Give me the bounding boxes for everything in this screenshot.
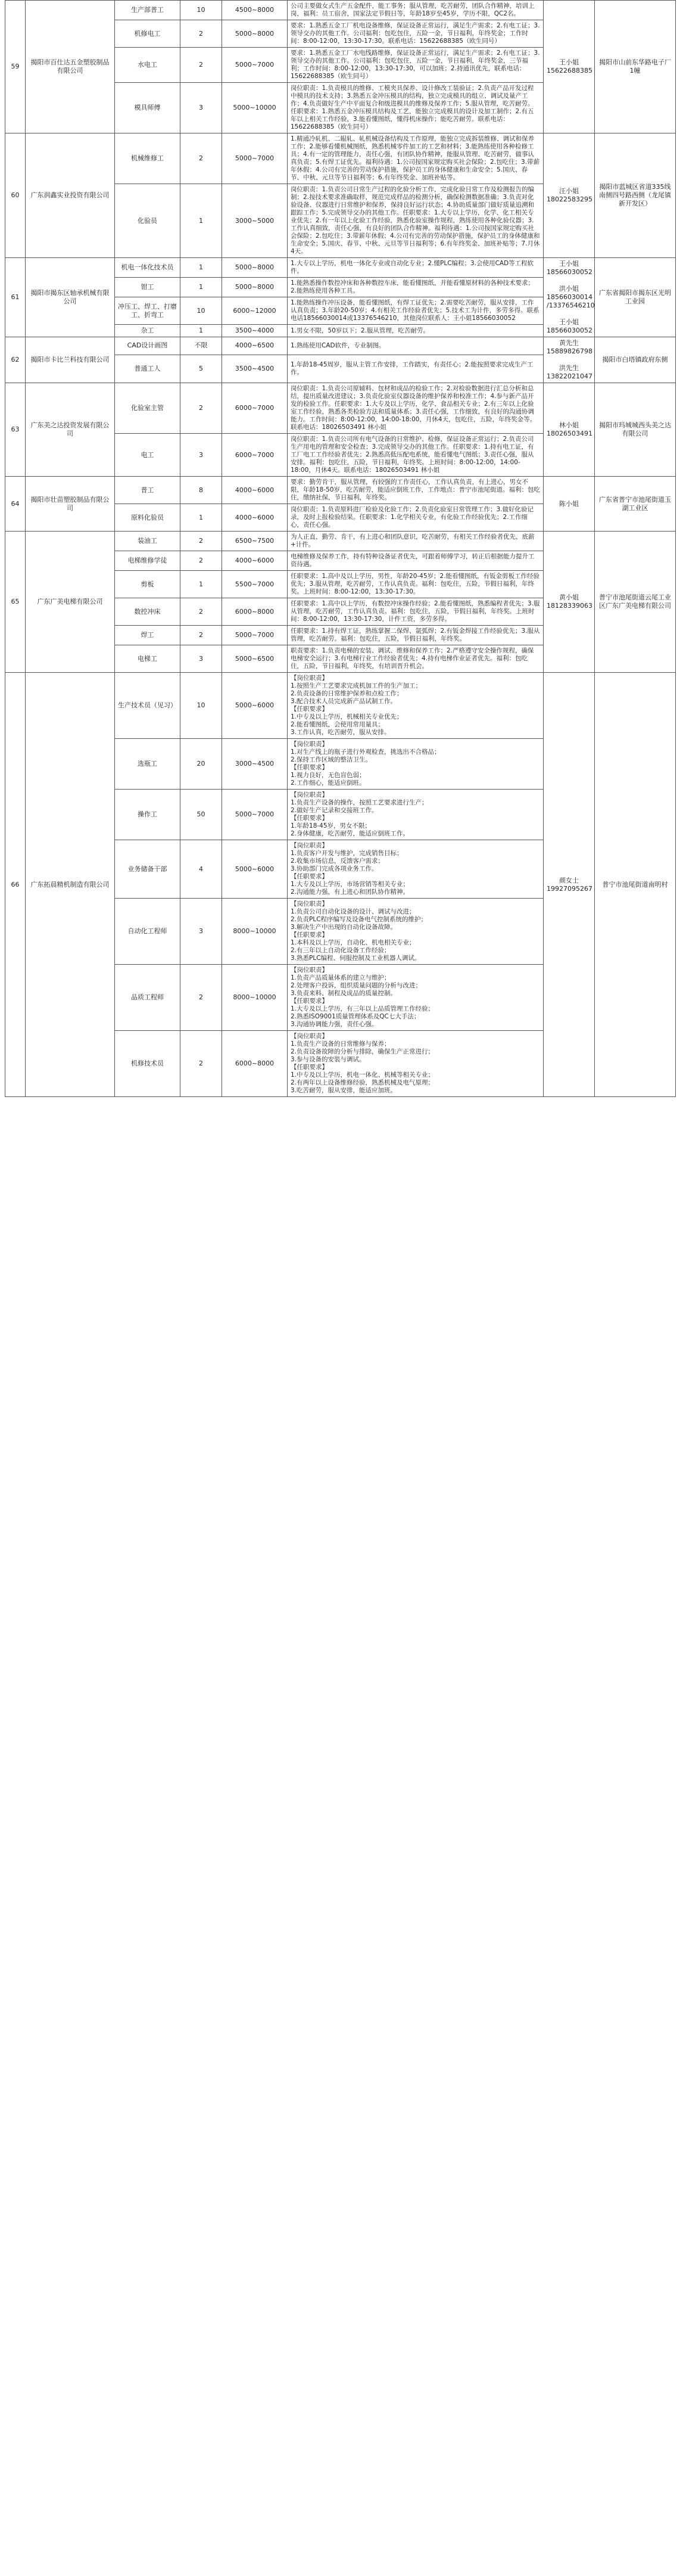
job-duty: 岗位职责：1.负责公司日常生产过程的化验分析工作，完成化验日常工作及检测报告的编制；2.按技术要求准确取样，规范完成样品的检测分析，确保检测数据准确；3.负责对化验设备、仪器进行日常维护和保养，保持良好运行状态；4.协助质量部门做好质量追溯和跟踪工作；5.完成领导交办的其他工作。任职要求：1.大专以上学历，化学、化工相关专业优先；2.有一年以上化验工作经验，熟悉化验室操作规程，熟练使用各种化验仪器；3.工作认真细致，责任心强，有良好的团队合作精神。福利待遇：1.公司按国家规定购买社会保险；2.包吃住；3.带薪年休假；4.公司有完善的劳动保护措施，保护员工的身体健康和生命安全；5.国庆、春节、中秋、元旦等节日福利等；6.有年终奖金、加班补贴等；7.月休4天。 (288, 184, 544, 258)
contact-info: 王小姐 18566030052 洪小姐 18566030014 /13376546210 王小姐 18566030052 (544, 258, 595, 337)
table-row (5, 477, 676, 504)
contact-info: 黄先生 15889826798 洪先生 13822021047 (544, 337, 595, 383)
job-title: 机修电工 (115, 20, 180, 48)
job-duty: 岗位职责：1.负责公司原辅料、包材和成品的检验工作；2.对检验数据进行汇总分析和总结，提出质量改进建议；3.负责化验室仪器设备的维护保养和校准工作；4.参与新产品开发的检验工作。任职要求：1.大专及以上学历，化学、食品相关专业；2.有三年以上化验室工作经验，熟悉各类检验方法和质量体系；3.责任心强，工作细致，有良好的沟通协调能力。工作时间：8:00-12:00，14:00-18:00，月休4天，包吃住，五险，年终奖金等。联系电话：18026503491 林小姐 (288, 383, 544, 434)
job-count: 2 (180, 1031, 222, 1097)
job-salary: 4000~6500 (222, 337, 288, 355)
job-duty: 电梯维修及保养工作，持有特种设备证者优先，可跟着师傅学习，转正后根据能力提升工资待遇。 (288, 551, 544, 571)
job-duty: 【岗位职责】 1.负责生产设备的操作，按照工艺要求进行生产； 2.做好生产记录和交接班工作。 【任职要求】 1.年龄18-45岁，男女不限； 2.身体健康，吃苦耐劳，能适应倒班工作。 (288, 790, 544, 840)
job-duty: 【岗位职责】 1.按照生产工艺要求完成机加工件的生产加工； 2.负责设备的日常维护保养和点检工作； 3.配合技术人员完成新产品试制工作。 【任职要求】 1.中专及以上学历，机械相关专业优先； 2.能看懂图纸，会使用常用量具； 3.工作认真，吃苦耐劳，服从安排。 (288, 673, 544, 739)
job-count: 1 (180, 571, 222, 598)
job-count: 3 (180, 434, 222, 477)
job-count: 2 (180, 532, 222, 551)
job-salary: 5500~7000 (222, 571, 288, 598)
job-count: 4 (180, 840, 222, 899)
job-salary: 5000~8000 (222, 20, 288, 48)
job-title: 生产技术员（见习） (115, 673, 180, 739)
job-title: 化验室主管 (115, 383, 180, 434)
job-duty: 1.能熟悉操作数控冲床和各种数控车床，能看懂图纸，并能看懂原材料的各种技术要求；2.能熟练使用各种工具。 (288, 278, 544, 297)
job-title: 机械维修工 (115, 133, 180, 184)
job-salary: 5000~8000 (222, 258, 288, 278)
job-title: 普通工人 (115, 355, 180, 383)
job-title: 焊工 (115, 626, 180, 645)
job-salary: 4500~8000 (222, 1, 288, 20)
job-salary: 4000~6000 (222, 477, 288, 504)
job-title: 业务储备干部 (115, 840, 180, 899)
company-name: 揭阳市壮苗塑胶制品有限公司 (26, 477, 115, 532)
table-row (5, 133, 676, 184)
company-address: 揭阳市白塔镇政府东侧 (595, 337, 676, 383)
table-row (5, 337, 676, 355)
job-count: 1 (180, 278, 222, 297)
job-listing-sheet (5, 0, 675, 1097)
job-title: 品质工程师 (115, 965, 180, 1031)
job-duty: 任职要求：1.持有焊工证，熟练掌握二保焊、氩弧焊；2.有钣金焊接工作经验优先；3.服从管理，吃苦耐劳。福利：包吃住，五险，节假日福利，年终奖。 (288, 626, 544, 645)
company-name: 揭阳市揭东区轴承机械有限公司 (26, 258, 115, 337)
job-salary: 6000~8000 (222, 598, 288, 626)
row-number: 61 (5, 258, 26, 337)
table-row (5, 532, 676, 551)
contact-info: 黄小姐 18128339063 (544, 532, 595, 673)
job-salary: 6500~7500 (222, 532, 288, 551)
job-count: 2 (180, 20, 222, 48)
job-count: 2 (180, 965, 222, 1031)
company-address: 普宁市池尾街道南明村 (595, 673, 676, 1097)
job-duty: 岗位职责：1.负责公司所有电气设备的日常维护、检修，保证设备正常运行；2.负责公司生产用电的管理和安全检查；3.完成领导交办的其他工作。任职要求：1.持有电工证，有工厂电工工作经验者优先；2.熟悉高低压配电系统，能看懂电气图纸；3.责任心强，服从安排。福利：包吃住，五险，节日福利，年终奖。上班时间：8:00-12:00，14:00-18:00，月休4天。联系电话：18026503491 林小姐 (288, 434, 544, 477)
job-count: 5 (180, 355, 222, 383)
job-duty: 【岗位职责】 1.对生产线上的瓶子进行外观检查，挑选出不合格品； 2.保持工作区域的整洁卫生。 【任职要求】 1.视力良好，无色盲色弱； 2.工作细心，能适应倒班。 (288, 739, 544, 790)
job-count: 3 (180, 83, 222, 133)
job-duty: 【岗位职责】 1.负责公司自动化设备的设计、调试与改进； 2.负责PLC程序编写及设备电气控制系统的维护； 3.解决生产中出现的自动化设备故障。 【任职要求】 1.本科及以上学历，自动化、机电相关专业； 2.有三年以上自动化设备工作经验； 3.熟悉PLC编程、伺服控制及工业机器人调试。 (288, 899, 544, 965)
company-address: 普宁市池尾街道云尾工业区广东广美电梯有限公司 (595, 532, 676, 673)
job-count: 10 (180, 673, 222, 739)
job-title: 数控冲床 (115, 598, 180, 626)
job-duty: 职责要求：1.负责电梯的安装、调试、维修和保养工作；2.严格遵守安全操作规程，确保电梯安全运行；3.有电梯行业工作经验者优先；4.持有电梯作业证者优先。福利：包吃住，五险，节日福利，年终奖，有培训晋升机会。 (288, 645, 544, 673)
job-salary: 5000~7000 (222, 133, 288, 184)
job-salary: 5000~7000 (222, 626, 288, 645)
job-count: 2 (180, 598, 222, 626)
job-duty: 任职要求：1.高中及以上学历，男性，年龄20-45岁；2.能看懂图纸，有钣金剪板工作经验优先；3.服从管理，吃苦耐劳，工作认真负责。福利：包吃住，五险，节假日福利，年终奖。上班时间：8:00-12:00，13:30-17:30。 (288, 571, 544, 598)
job-title: 杂工 (115, 325, 180, 337)
job-title: 生产部普工 (115, 1, 180, 20)
table-row (5, 1, 676, 20)
job-duty: 1.年龄18-45周岁，服从主管工作安排，工作踏实，有责任心；2.能按照要求完成生产工作。 (288, 355, 544, 383)
job-duty: 要求：1.熟悉五金工厂机电设备维修，保证设备正常运行，满足生产需求；2.有电工证；3.领导交办的其他工作。公司福利：包吃包住，五险一金，节日福利，年终奖金；工作时间：8:00-12:00，13:30-17:30。联系电话：15622688385（欧生同号） (288, 20, 544, 48)
row-number: 63 (5, 383, 26, 477)
job-title: 电工 (115, 434, 180, 477)
row-number: 66 (5, 673, 26, 1097)
job-count: 2 (180, 626, 222, 645)
job-table (5, 0, 676, 1097)
job-duty: 【岗位职责】 1.负责客户开发与维护，完成销售目标； 2.收集市场信息，反馈客户需求； 3.协助部门完成各项业务工作。 【任职要求】 1.大专及以上学历，市场营销等相关专业； 2.沟通能力强，有上进心和团队协作精神。 (288, 840, 544, 899)
job-table-body (5, 1, 676, 1097)
job-salary: 5000~6000 (222, 673, 288, 739)
job-salary: 3000~5000 (222, 184, 288, 258)
job-salary: 6000~8000 (222, 1031, 288, 1097)
company-name: 揭阳市卡比兰科技有限公司 (26, 337, 115, 383)
job-title: 电梯工 (115, 645, 180, 673)
job-duty: 任职要求：1.高中以上学历，有数控冲床操作经验；2.能看懂图纸，熟悉编程者优先；3.服从管理，吃苦耐劳，工作认真负责。福利：包吃住，五险，节假日福利，年终奖。上班时间：8:00-12:00，13:30-17:30，计件工资，多劳多得。 (288, 598, 544, 626)
row-number: 59 (5, 1, 26, 133)
job-salary: 3500~4000 (222, 325, 288, 337)
job-count: 1 (180, 258, 222, 278)
job-title: 剪板 (115, 571, 180, 598)
job-duty: 岗位职责：1.负责原料进厂检验及化验工作；2.负责化验室日常管理工作；3.做好化验记录，及时上报检验结果。任职要求：1.化学相关专业，有化验工作经验优先；2.工作细心，责任心强。 (288, 504, 544, 532)
job-duty: 公司主要做女式生产五金配件，能工事务；服从管理，吃苦耐劳，团队合作精神，培训上岗，福利：员工宿舍，国家法定节假日等，年龄18岁至45岁，学历不限，QC2名。 (288, 1, 544, 20)
contact-info: 颜女士 19927095267 (544, 673, 595, 1097)
job-count: 2 (180, 551, 222, 571)
job-salary: 5000~6000 (222, 840, 288, 899)
job-count: 3 (180, 899, 222, 965)
company-name: 广东润鑫实业投资有限公司 (26, 133, 115, 258)
job-salary: 5000~7000 (222, 790, 288, 840)
job-salary: 8000~10000 (222, 965, 288, 1031)
row-number: 60 (5, 133, 26, 258)
company-address: 揭阳市蓝城区省道335线南侧四号路西侧（龙尾镇新开发区） (595, 133, 676, 258)
contact-info: 林小姐 18026503491 (544, 383, 595, 477)
job-salary: 5000~7000 (222, 48, 288, 83)
job-count: 1 (180, 504, 222, 532)
company-name: 广东拓晨精机制造有限公司 (26, 673, 115, 1097)
job-count: 1 (180, 325, 222, 337)
job-count: 2 (180, 383, 222, 434)
company-name: 广东广美电梯有限公司 (26, 532, 115, 673)
job-count: 1 (180, 184, 222, 258)
company-name: 揭阳市百仕达五金塑胶制品有限公司 (26, 1, 115, 133)
company-address: 揭阳市山前东华路电子厂1幢 (595, 1, 676, 133)
job-title: 自动化工程师 (115, 899, 180, 965)
company-name: 广东美之达投资发展有限公司 (26, 383, 115, 477)
job-count: 3 (180, 645, 222, 673)
job-count: 10 (180, 1, 222, 20)
job-salary: 4000~6000 (222, 551, 288, 571)
job-duty: 【岗位职责】 1.负责产品质量体系的建立与维护； 2.处理客户投诉，组织质量问题的分析与改进； 3.负责来料、制程及成品的质量控制。 【任职要求】 1.大专及以上学历，有三年以上品质管理工作经验； 2.熟悉ISO9001质量管理体系及QC七大手法； 3.沟通协调能力强，责任心强。 (288, 965, 544, 1031)
job-duty: 要求：勤劳肯干，服从管理，有较强的工作责任心，工作认真负责，有上进心，男女不限，年龄18-50岁，吃苦耐劳，能适应倒班工作，工作地点：普宁市池尾街道。福利：包吃住，缴纳社保，节日福利，年终奖。 (288, 477, 544, 504)
job-title: CAD设计画图 (115, 337, 180, 355)
job-duty: 1.男女不限，50岁以下；2.服从管理，吃苦耐劳。 (288, 325, 544, 337)
job-salary: 6000~12000 (222, 297, 288, 325)
job-title: 装油工 (115, 532, 180, 551)
job-salary: 5000~6500 (222, 645, 288, 673)
job-salary: 6000~7000 (222, 434, 288, 477)
job-count: 不限 (180, 337, 222, 355)
contact-info: 王小姐 15622688385 (544, 1, 595, 133)
job-title: 水电工 (115, 48, 180, 83)
job-duty: 为人正直，勤劳、肯干，有上进心和团队意识，吃苦耐劳，有相关工作经验者优先，底薪+计件。 (288, 532, 544, 551)
company-address: 揭阳市玛城城西头美之达有限公司 (595, 383, 676, 477)
job-count: 2 (180, 48, 222, 83)
job-count: 10 (180, 297, 222, 325)
job-salary: 3500~4500 (222, 355, 288, 383)
job-title: 电梯维修学徒 (115, 551, 180, 571)
job-salary: 3000~4500 (222, 739, 288, 790)
job-duty: 岗位职责：1.负责模具的维修、工模夹具保养、设计修改工装验证；2.负责产品开发过程中模具的技术支持；3.熟悉五金冲压模具的结构，独立完成模具的组立、调试及量产工作；4.负责做好生产中平面复合和级进模具的维修及保养工作；5.服从管理，吃苦耐劳。任职要求：1.熟悉五金冲压模具结构及工艺，能独立完成模具的设计及加工制作；2.有五年以上相关工作经验，3.能看懂图纸，懂得机床操作；能吃苦耐劳。联系电话：15622688385（欧生同号） (288, 83, 544, 133)
job-salary: 5000~10000 (222, 83, 288, 133)
job-title: 原料化验员 (115, 504, 180, 532)
job-count: 20 (180, 739, 222, 790)
job-count: 2 (180, 133, 222, 184)
job-salary: 4000~6000 (222, 504, 288, 532)
job-title: 普工 (115, 477, 180, 504)
job-salary: 5000~8000 (222, 278, 288, 297)
job-title: 化验员 (115, 184, 180, 258)
job-duty: 要求：1.熟悉五金工厂水电线路维修，保证设备正常运行，满足生产需求；2.有电工证；3.领导交办的其他工作。公司福利：包吃包住，五险一金，节日福利，年终奖金，三节福利；工作时间：8:00-12:00，13:30-17:30，可以加班；2.持通讯优先，联系电话：15622688385（欧生同号） (288, 48, 544, 83)
table-row (5, 383, 676, 434)
row-number: 62 (5, 337, 26, 383)
job-title: 选瓶工 (115, 739, 180, 790)
job-duty: 1.精通冷轧机、二辊轧、轧机械设备结构及工作原理，能独立完成拆装维修、调试和保养工作；2.能够看懂机械图纸，熟悉机械零件加工的工艺和材料；3.能熟练使用各种检修工具；4.有一定的管理能力，责任心强，有团队协作精神，能服从管理、吃苦耐劳，做事认真负责；5.有焊工证优先。福利待遇：1.公司按国家规定购买社会保险；2.包吃住；3.带薪年休假；4.公司有完善的劳动保护措施，保护员工的身体健康和生命安全；5.国庆、春节、中秋、元旦等节日福利等；6.有年终奖金、加班补贴等。 (288, 133, 544, 184)
job-count: 50 (180, 790, 222, 840)
job-title: 模具师傅 (115, 83, 180, 133)
job-duty: 1.能熟练操作冲压设备，能看懂图纸，有焊工证优先；2.需要吃苦耐劳，服从安排，工作认真负责；3.年龄20-50岁；4.有相关工作经验者优先；5.技术工为计件，多劳多得。联系电话18566030014或13376546210，其他岗位联系人：王小姐18566030052 (288, 297, 544, 325)
job-title: 钳工 (115, 278, 180, 297)
job-salary: 8000~10000 (222, 899, 288, 965)
job-duty: 1.大专以上学历，机电一体化专业或自动化专业；2.懂PLC编程；3.会使用CAD等工程软件。 (288, 258, 544, 278)
job-title: 机修技术员 (115, 1031, 180, 1097)
company-address: 广东省普宁市池尾街道玉湖工业区 (595, 477, 676, 532)
job-title: 冲压工、焊工、打磨工、折弯工 (115, 297, 180, 325)
contact-info: 汪小姐 18022583295 (544, 133, 595, 258)
row-number: 65 (5, 532, 26, 673)
table-row (5, 673, 676, 739)
job-salary: 6000~7000 (222, 383, 288, 434)
contact-info: 陈小姐 (544, 477, 595, 532)
table-row (5, 258, 676, 278)
job-duty: 【岗位职责】 1.负责生产设备的日常维修与保养； 2.负责设备故障的分析与排除，确保生产正常进行； 3.参与设备的安装与调试。 【任职要求】 1.中专及以上学历，机电一体化、机械等相关专业； 2.有两年以上设备维修经验，熟悉机械及电气原理； 3.吃苦耐劳，服从安排，能适应加班。 (288, 1031, 544, 1097)
job-title: 操作工 (115, 790, 180, 840)
row-number: 64 (5, 477, 26, 532)
job-title: 机电一体化技术员 (115, 258, 180, 278)
job-duty: 1.熟练使用CAD软件，专业制图。 (288, 337, 544, 355)
company-address: 广东省揭阳市揭东区光明工业园 (595, 258, 676, 337)
job-count: 8 (180, 477, 222, 504)
